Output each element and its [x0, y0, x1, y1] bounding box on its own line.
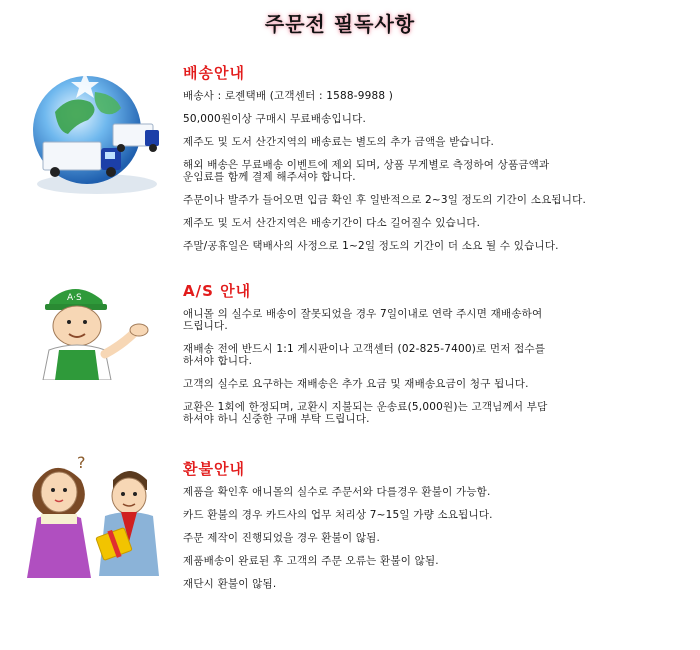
as-line: 교환은 1회에 한정되며, 교환시 지불되는 운송료(5,000원)는 고객님께서 부담 하셔야 하니 신중한 구매 부탁 드립니다.	[183, 401, 548, 425]
couple-with-gift-illustration	[15, 454, 170, 584]
shipping-line: 50,000원이상 구매시 무료배송입니다.	[183, 113, 367, 125]
refund-lines	[183, 486, 688, 601]
as-section	[0, 280, 700, 440]
service-man-illustration	[35, 270, 155, 380]
shipping-line: 제주도 및 도서 산간지역은 배송기간이 다소 길어질수 있습니다.	[183, 217, 481, 229]
shipping-line: 배송사 : 로젠택배 (고객센터 : 1588-9988 )	[183, 90, 394, 102]
refund-line: 제품배송이 완료된 후 고객의 주문 오류는 환불이 않됨.	[183, 555, 439, 567]
shipping-line: 제주도 및 도서 산간지역의 배송료는 별도의 추가 금액을 받습니다.	[183, 136, 495, 148]
shipping-line: 주문이나 발주가 들어오면 입금 확인 후 일반적으로 2~3일 정도의 기간이 소요됩니다.	[183, 194, 586, 206]
page-title: 주문전 필독사항	[264, 12, 416, 36]
as-line: 애니몰 의 실수로 배송이 잘못되었을 경우 7일이내로 연락 주시면 재배송하여 드립니다.	[183, 308, 543, 332]
svg-text:?: ?	[77, 454, 86, 472]
refund-line: 제품을 확인후 애니몰의 실수로 주문서와 다를경우 환불이 가능함.	[183, 486, 491, 498]
as-line: 고객의 실수로 요구하는 재배송은 추가 요금 및 재배송요금이 청구 됩니다.	[183, 378, 529, 390]
refund-line: 카드 환불의 경우 카드사의 업무 처리상 7~15일 가량 소요됩니다.	[183, 509, 493, 521]
shipping-line: 해외 배송은 무료배송 이벤트에 제외 되며, 상품 무게별로 측정하여 상품금액과 운임료를 함께 결제 해주셔야 합니다.	[183, 159, 550, 183]
shipping-section	[0, 62, 700, 272]
refund-line: 주문 제작이 진행되었을 경우 환불이 않됨.	[183, 532, 381, 544]
globe-trucks-illustration	[25, 72, 165, 202]
shipping-lines	[183, 90, 688, 263]
cap-text: A·S	[67, 293, 82, 303]
as-heading: A/S 안내	[183, 282, 252, 300]
as-lines	[183, 308, 688, 436]
refund-line: 재단시 환불이 않됨.	[183, 578, 277, 590]
refund-section	[0, 454, 700, 638]
shipping-line: 주말/공휴일은 택배사의 사정으로 1~2일 정도의 기간이 더 소요 될 수 있습니다.	[183, 240, 559, 252]
shipping-heading: 배송안내	[183, 64, 245, 82]
as-line: 재배송 전에 반드시 1:1 게시판이나 고객센터 (02-825-7400)로 먼저 접수를 하셔야 합니다.	[183, 343, 546, 367]
refund-heading: 환불안내	[183, 460, 245, 478]
